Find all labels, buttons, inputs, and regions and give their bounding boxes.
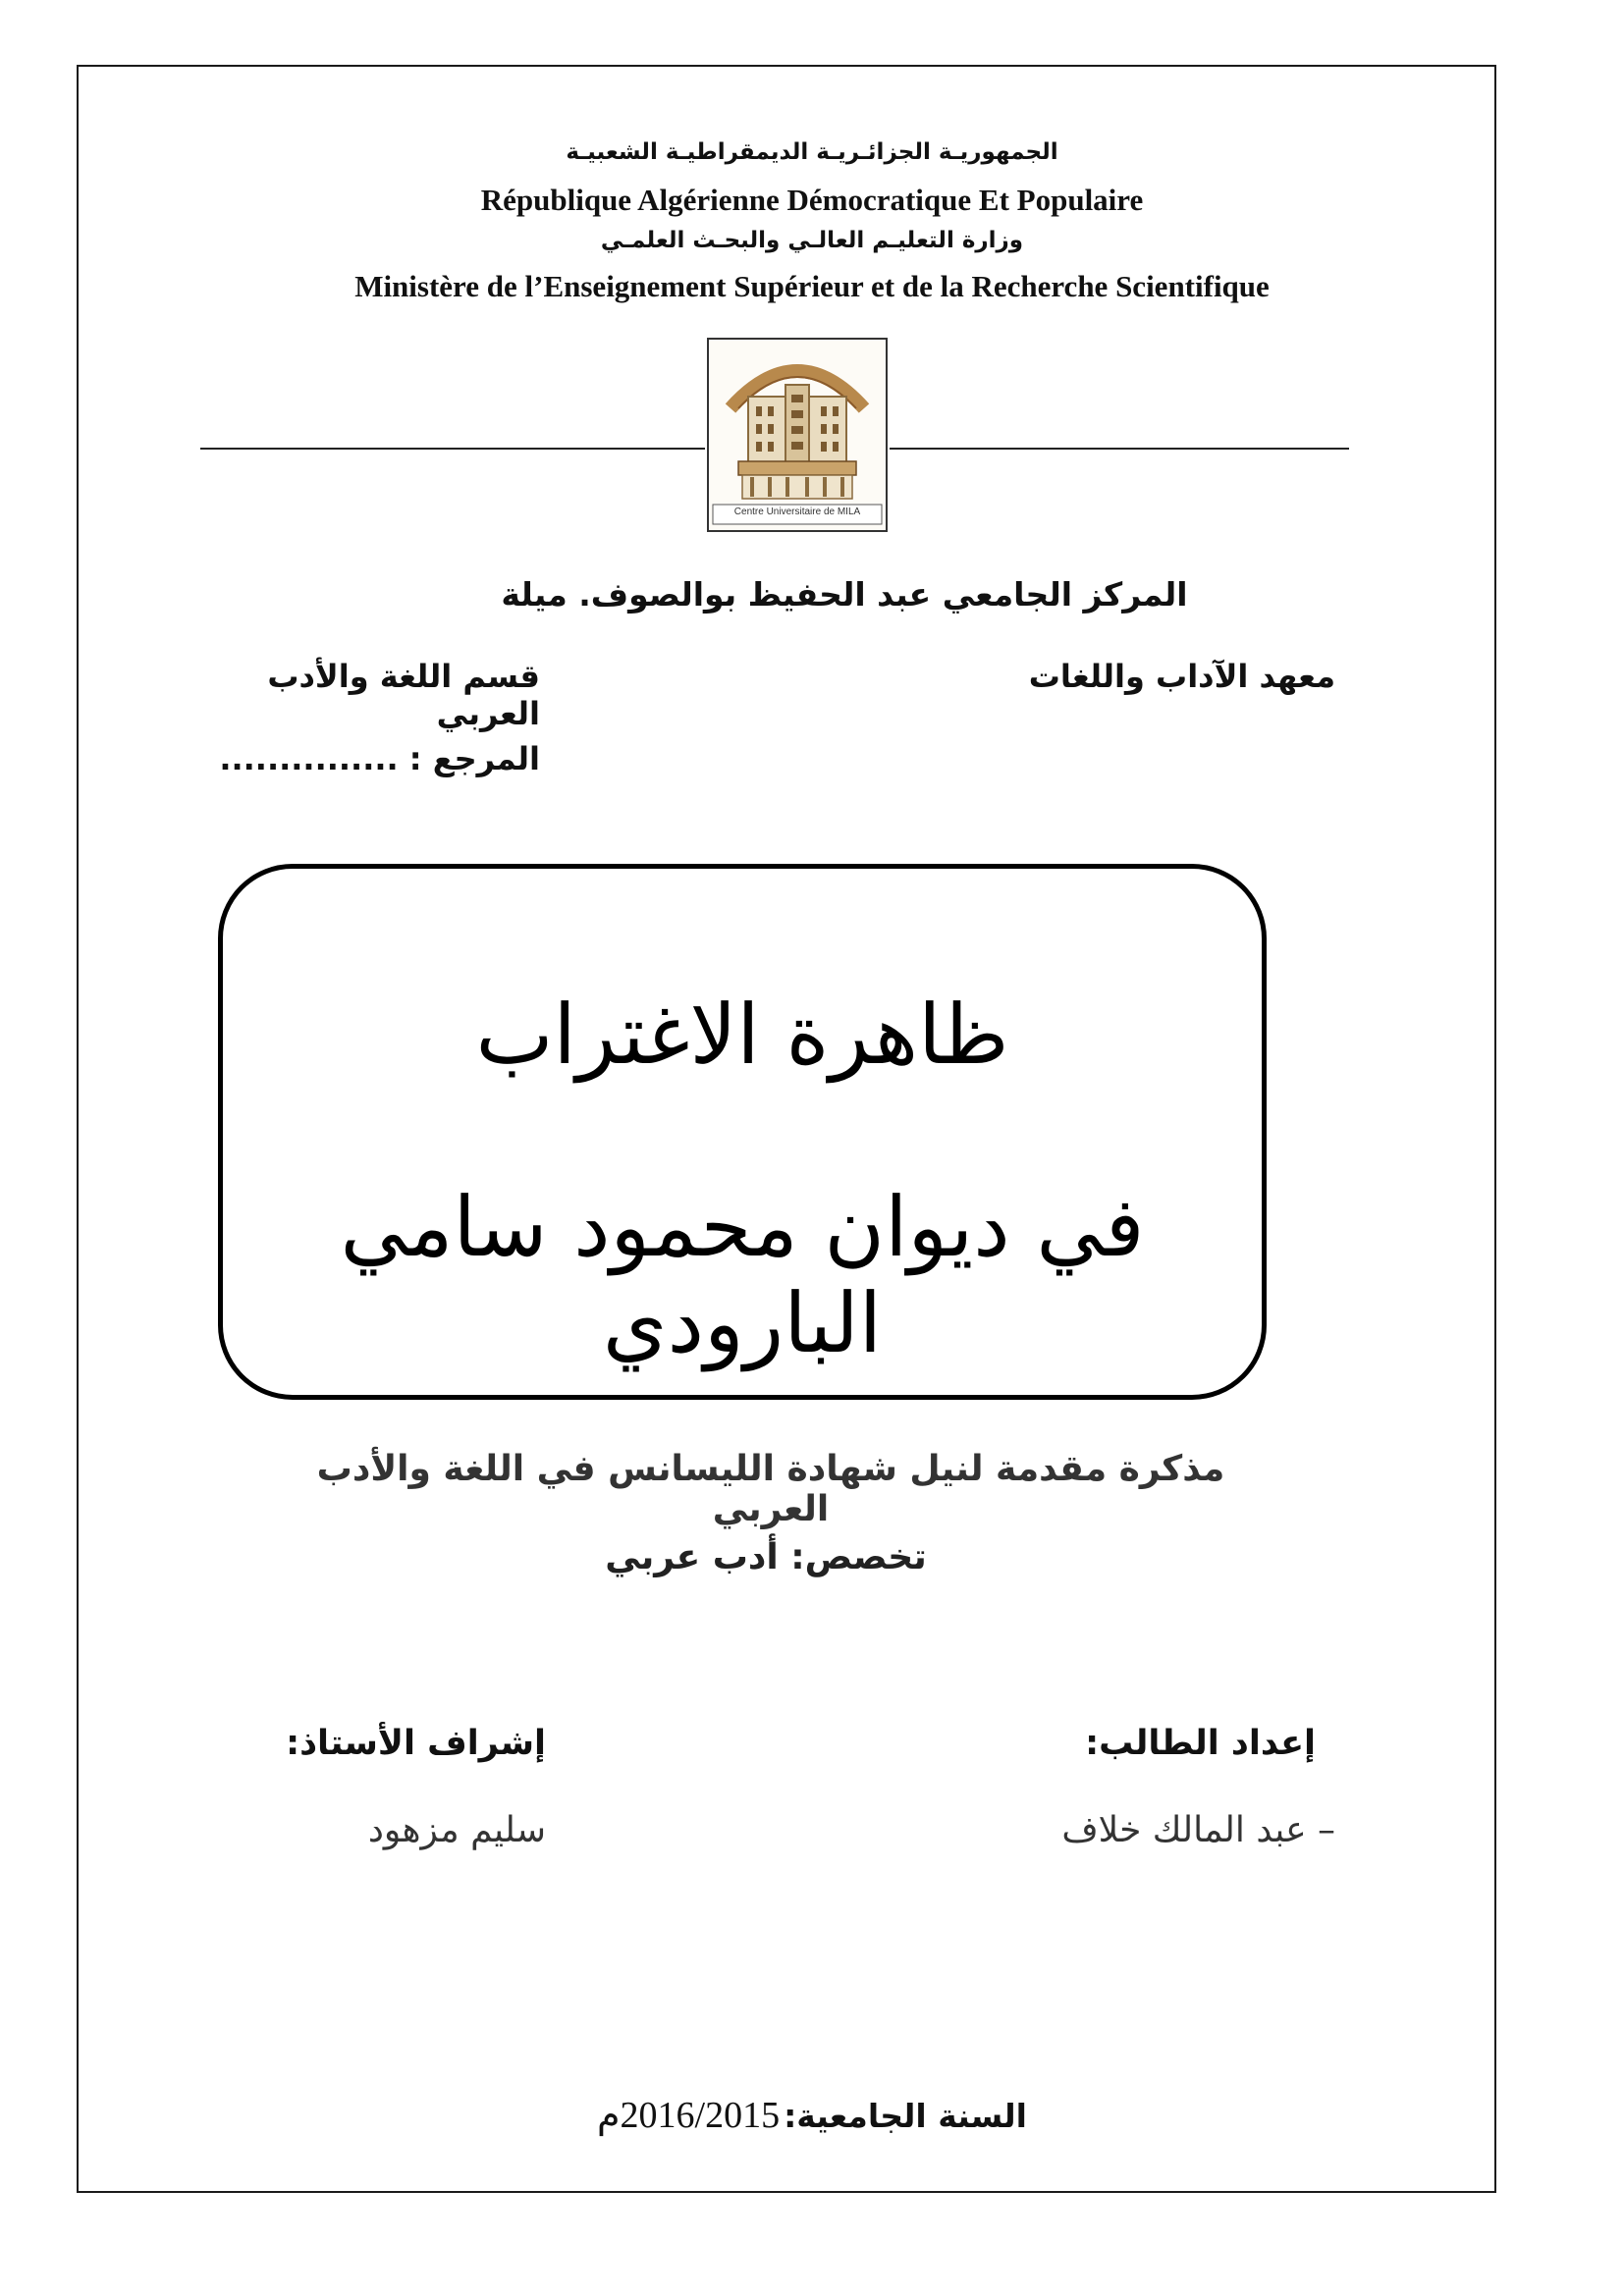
thesis-title-box xyxy=(218,864,1267,1400)
academic-year xyxy=(0,2093,1624,2137)
thesis-specialty: تخصص: أدب عربي xyxy=(605,1537,927,1577)
university-building-icon xyxy=(709,340,886,530)
supervisor-name: سليم مزهود xyxy=(367,1810,546,1850)
academic-year-value: 2016/2015م xyxy=(597,2095,781,2136)
thesis-title-line2: في ديوان محمود سامي البارودي xyxy=(340,1179,1145,1371)
header-republic-fr: République Algérienne Démocratique Et Populaire xyxy=(480,183,1144,217)
supervisor-label: إشراف الأستاذ: xyxy=(286,1724,546,1763)
student-name: – عبد المالك خلاف xyxy=(1061,1810,1335,1850)
academic-year-label: السنة الجامعية: xyxy=(784,2097,1027,2135)
thesis-description: مذكرة مقدمة لنيل شهادة الليسانس في اللغة والأدب العربي xyxy=(316,1449,1225,1529)
university-logo xyxy=(707,338,888,532)
student-label: إعداد الطالب: xyxy=(1085,1724,1316,1763)
header-ministry-fr: Ministère de l’Enseignement Supérieur et de la Recherche Scientifique xyxy=(354,269,1270,303)
thesis-title-line1: ظاهرة الاغتراب xyxy=(475,987,1009,1083)
logo-caption: Centre Universitaire de MILA xyxy=(733,507,861,517)
header-rule-left xyxy=(200,448,705,450)
header-ministry-ar: وزارة التعليـم العالـي والبحـث العلمـي xyxy=(600,228,1024,253)
university-center-name: المركز الجامعي عبد الحفيظ بوالصوف. ميلة xyxy=(501,575,1188,614)
department-name: قسم اللغة والأدب العربي xyxy=(267,658,540,732)
header-rule-right xyxy=(890,448,1349,450)
institute-name: معهد الآداب واللغات xyxy=(1028,658,1335,695)
reference-field: المرجع : ............... xyxy=(219,740,540,777)
header-republic-ar: الجمهوريـة الجزائـريـة الديمقراطيـة الشعبيـة xyxy=(566,139,1058,165)
